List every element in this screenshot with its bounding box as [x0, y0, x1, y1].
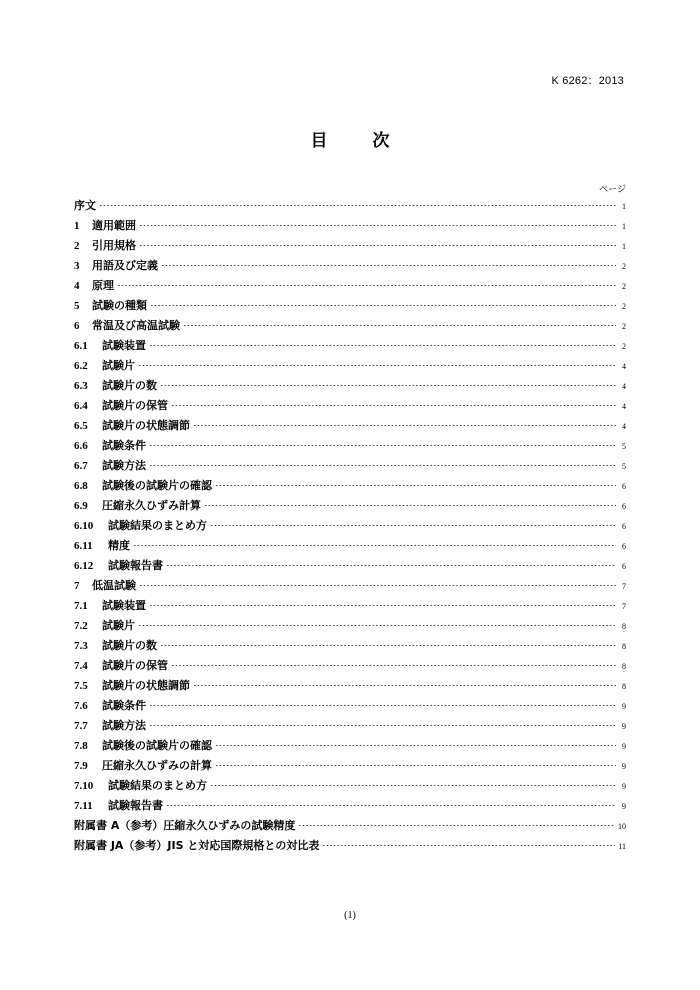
toc-entry-page: 8 — [622, 662, 626, 671]
toc-entry[interactable] — [74, 396, 626, 416]
toc-entry-title: 試験方法 — [102, 719, 146, 732]
toc-entry[interactable] — [74, 596, 626, 616]
toc-entry-page: 9 — [622, 702, 626, 711]
toc-entry-number: 6.4 — [74, 400, 88, 412]
toc-entry[interactable] — [74, 696, 626, 716]
toc-entry-page: 8 — [622, 682, 626, 691]
toc-entry-number: 7.2 — [74, 620, 88, 632]
toc-leader-dots — [139, 245, 616, 246]
toc-entry-number: 7.7 — [74, 720, 88, 732]
toc-entry-page: 2 — [622, 322, 626, 331]
toc-entry-page: 7 — [622, 582, 626, 591]
toc-entry[interactable] — [74, 456, 626, 476]
toc-entry-number: 1 — [74, 220, 80, 232]
toc-entry[interactable] — [74, 196, 626, 216]
toc-entry-title: 引用規格 — [92, 239, 136, 252]
toc-entry[interactable] — [74, 416, 626, 436]
toc-entry-number: 6.5 — [74, 420, 88, 432]
toc-entry-title: 試験後の試験片の確認 — [102, 479, 212, 492]
toc-entry-page: 7 — [622, 602, 626, 611]
toc-leader-dots — [204, 505, 616, 506]
toc-leader-dots — [215, 485, 616, 486]
toc-entry-title: 序文 — [74, 199, 96, 212]
toc-leader-dots — [171, 405, 616, 406]
toc-leader-dots — [138, 365, 616, 366]
toc-entry-page: 2 — [622, 342, 626, 351]
toc-entry[interactable] — [74, 756, 626, 776]
toc-entry-page: 5 — [622, 442, 626, 451]
toc-leader-dots — [215, 745, 616, 746]
toc-leader-dots — [183, 325, 616, 326]
page-title: 目 次 — [310, 131, 404, 151]
toc-entry-page: 6 — [622, 522, 626, 531]
toc-entry[interactable] — [74, 516, 626, 536]
toc-entry-number: 3 — [74, 260, 80, 272]
toc-entry[interactable] — [74, 776, 626, 796]
toc-leader-dots — [193, 425, 616, 426]
toc-leader-dots — [166, 565, 616, 566]
toc-entry-title: 試験報告書 — [108, 559, 163, 572]
toc-entry-number: 6.8 — [74, 480, 88, 492]
toc-leader-dots — [149, 445, 616, 446]
toc-entry-number: 2 — [74, 240, 80, 252]
toc-entry[interactable] — [74, 236, 626, 256]
toc-entry-page: 6 — [622, 542, 626, 551]
toc-entry-page: 2 — [622, 282, 626, 291]
toc-entry[interactable] — [74, 816, 626, 836]
toc-leader-dots — [298, 825, 615, 826]
toc-entry[interactable] — [74, 476, 626, 496]
toc-leader-dots — [166, 805, 616, 806]
toc-entry-number: 7.6 — [74, 700, 88, 712]
toc-entry-page: 6 — [622, 482, 626, 491]
toc-leader-dots — [133, 545, 616, 546]
toc-leader-dots — [171, 665, 616, 666]
toc-entry[interactable] — [74, 536, 626, 556]
toc-entry-page: 2 — [622, 302, 626, 311]
standard-number: K 6262：2013 — [551, 75, 624, 87]
toc-entry-number: 7.9 — [74, 760, 88, 772]
toc-entry-title: 用語及び定義 — [92, 259, 158, 272]
toc-entry-title: 精度 — [108, 539, 130, 552]
toc-leader-dots — [139, 585, 616, 586]
page-column-label: ページ — [599, 185, 626, 195]
toc-entry-number: 6.2 — [74, 360, 88, 372]
toc-entry-number: 7.11 — [74, 800, 93, 812]
toc-entry-title: 試験の種類 — [92, 299, 147, 312]
toc-entry-title: 試験片の状態調節 — [102, 419, 190, 432]
table-of-contents — [74, 196, 626, 856]
toc-entry[interactable] — [74, 256, 626, 276]
toc-entry-page: 10 — [618, 822, 626, 831]
toc-entry-number: 6.3 — [74, 380, 88, 392]
toc-entry[interactable] — [74, 576, 626, 596]
toc-entry[interactable] — [74, 736, 626, 756]
toc-leader-dots — [149, 725, 616, 726]
page-number-footer: (1) — [344, 910, 356, 921]
toc-entry-page: 6 — [622, 502, 626, 511]
toc-entry-page: 4 — [622, 362, 626, 371]
toc-entry-number: 7.8 — [74, 740, 88, 752]
toc-entry-page: 1 — [622, 202, 626, 211]
toc-entry-number: 7.4 — [74, 660, 88, 672]
toc-leader-dots — [149, 705, 616, 706]
toc-entry[interactable] — [74, 616, 626, 636]
toc-entry-number: 6.11 — [74, 540, 93, 552]
toc-entry[interactable] — [74, 496, 626, 516]
toc-entry-page: 9 — [622, 762, 626, 771]
toc-leader-dots — [322, 845, 615, 846]
toc-leader-dots — [160, 385, 616, 386]
toc-leader-dots — [139, 225, 616, 226]
toc-entry-title: 試験片 — [102, 359, 135, 372]
toc-entry-number: 6.9 — [74, 500, 88, 512]
toc-leader-dots — [138, 625, 616, 626]
toc-leader-dots — [149, 605, 616, 606]
toc-entry[interactable] — [74, 836, 626, 856]
toc-entry-page: 4 — [622, 382, 626, 391]
toc-entry-title: 試験片の数 — [102, 639, 157, 652]
toc-entry-page: 8 — [622, 642, 626, 651]
toc-entry[interactable] — [74, 336, 626, 356]
toc-entry-number: 7 — [74, 580, 80, 592]
toc-entry[interactable] — [74, 376, 626, 396]
toc-entry[interactable] — [74, 796, 626, 816]
toc-entry-title: 圧縮永久ひずみの計算 — [102, 759, 212, 772]
toc-entry[interactable] — [74, 296, 626, 316]
toc-entry-title: 試験条件 — [102, 699, 146, 712]
toc-leader-dots — [99, 205, 616, 206]
toc-entry-page: 9 — [622, 742, 626, 751]
toc-entry-number: 6.7 — [74, 460, 88, 472]
toc-entry-number: 7.1 — [74, 600, 88, 612]
toc-entry-title: 適用範囲 — [92, 219, 136, 232]
toc-entry-title: 試験片の状態調節 — [102, 679, 190, 692]
toc-entry-title: 試験結果のまとめ方 — [108, 519, 207, 532]
toc-entry-title: 試験後の試験片の確認 — [102, 739, 212, 752]
toc-entry-number: 5 — [74, 300, 80, 312]
toc-entry-page: 11 — [618, 842, 626, 851]
toc-entry[interactable] — [74, 636, 626, 656]
toc-entry-page: 2 — [622, 262, 626, 271]
toc-leader-dots — [193, 685, 616, 686]
toc-entry[interactable] — [74, 656, 626, 676]
toc-leader-dots — [149, 345, 616, 346]
toc-entry-page: 9 — [622, 722, 626, 731]
toc-entry-number: 7.10 — [74, 780, 94, 792]
toc-leader-dots — [117, 285, 616, 286]
toc-entry-title: 圧縮永久ひずみ計算 — [102, 499, 201, 512]
toc-entry-title: 試験片の保管 — [102, 659, 168, 672]
toc-entry-page: 5 — [622, 462, 626, 471]
toc-leader-dots — [161, 265, 616, 266]
toc-entry-page: 9 — [622, 782, 626, 791]
toc-entry-number: 6.12 — [74, 560, 94, 572]
toc-entry-title: 試験装置 — [102, 599, 146, 612]
toc-leader-dots — [150, 305, 616, 306]
toc-entry[interactable] — [74, 276, 626, 296]
toc-leader-dots — [215, 765, 616, 766]
toc-entry-title: 試験報告書 — [108, 799, 163, 812]
toc-entry-title: 附属書 A（参考）圧縮永久ひずみの試験精度 — [74, 819, 296, 832]
toc-leader-dots — [160, 645, 616, 646]
toc-entry-page: 8 — [622, 622, 626, 631]
toc-entry-title: 試験結果のまとめ方 — [108, 779, 207, 792]
toc-entry-title: 附属書 JA（参考）JIS と対応国際規格との対比表 — [74, 839, 320, 852]
toc-entry-title: 試験方法 — [102, 459, 146, 472]
toc-entry[interactable] — [74, 356, 626, 376]
toc-entry-number: 6.1 — [74, 340, 88, 352]
toc-entry-title: 試験装置 — [102, 339, 146, 352]
toc-entry[interactable] — [74, 716, 626, 736]
toc-entry-title: 試験片 — [102, 619, 135, 632]
toc-entry-title: 試験条件 — [102, 439, 146, 452]
toc-entry-page: 1 — [622, 222, 626, 231]
toc-entry[interactable] — [74, 436, 626, 456]
toc-entry[interactable] — [74, 316, 626, 336]
toc-entry-number: 6.6 — [74, 440, 88, 452]
toc-entry-page: 4 — [622, 402, 626, 411]
toc-leader-dots — [210, 525, 616, 526]
toc-entry-title: 原理 — [92, 279, 114, 292]
toc-entry-title: 試験片の保管 — [102, 399, 168, 412]
toc-entry-number: 6.10 — [74, 520, 94, 532]
toc-entry-number: 7.5 — [74, 680, 88, 692]
toc-entry-page: 6 — [622, 562, 626, 571]
toc-entry[interactable] — [74, 216, 626, 236]
toc-entry[interactable] — [74, 556, 626, 576]
toc-entry-page: 1 — [622, 242, 626, 251]
toc-entry-title: 常温及び高温試験 — [92, 319, 180, 332]
toc-leader-dots — [210, 785, 616, 786]
toc-entry[interactable] — [74, 676, 626, 696]
toc-entry-number: 7.3 — [74, 640, 88, 652]
toc-entry-title: 試験片の数 — [102, 379, 157, 392]
toc-entry-page: 9 — [622, 802, 626, 811]
toc-entry-page: 4 — [622, 422, 626, 431]
toc-entry-number: 4 — [74, 280, 80, 292]
toc-entry-number: 6 — [74, 320, 80, 332]
toc-entry-title: 低温試験 — [92, 579, 136, 592]
toc-leader-dots — [149, 465, 616, 466]
